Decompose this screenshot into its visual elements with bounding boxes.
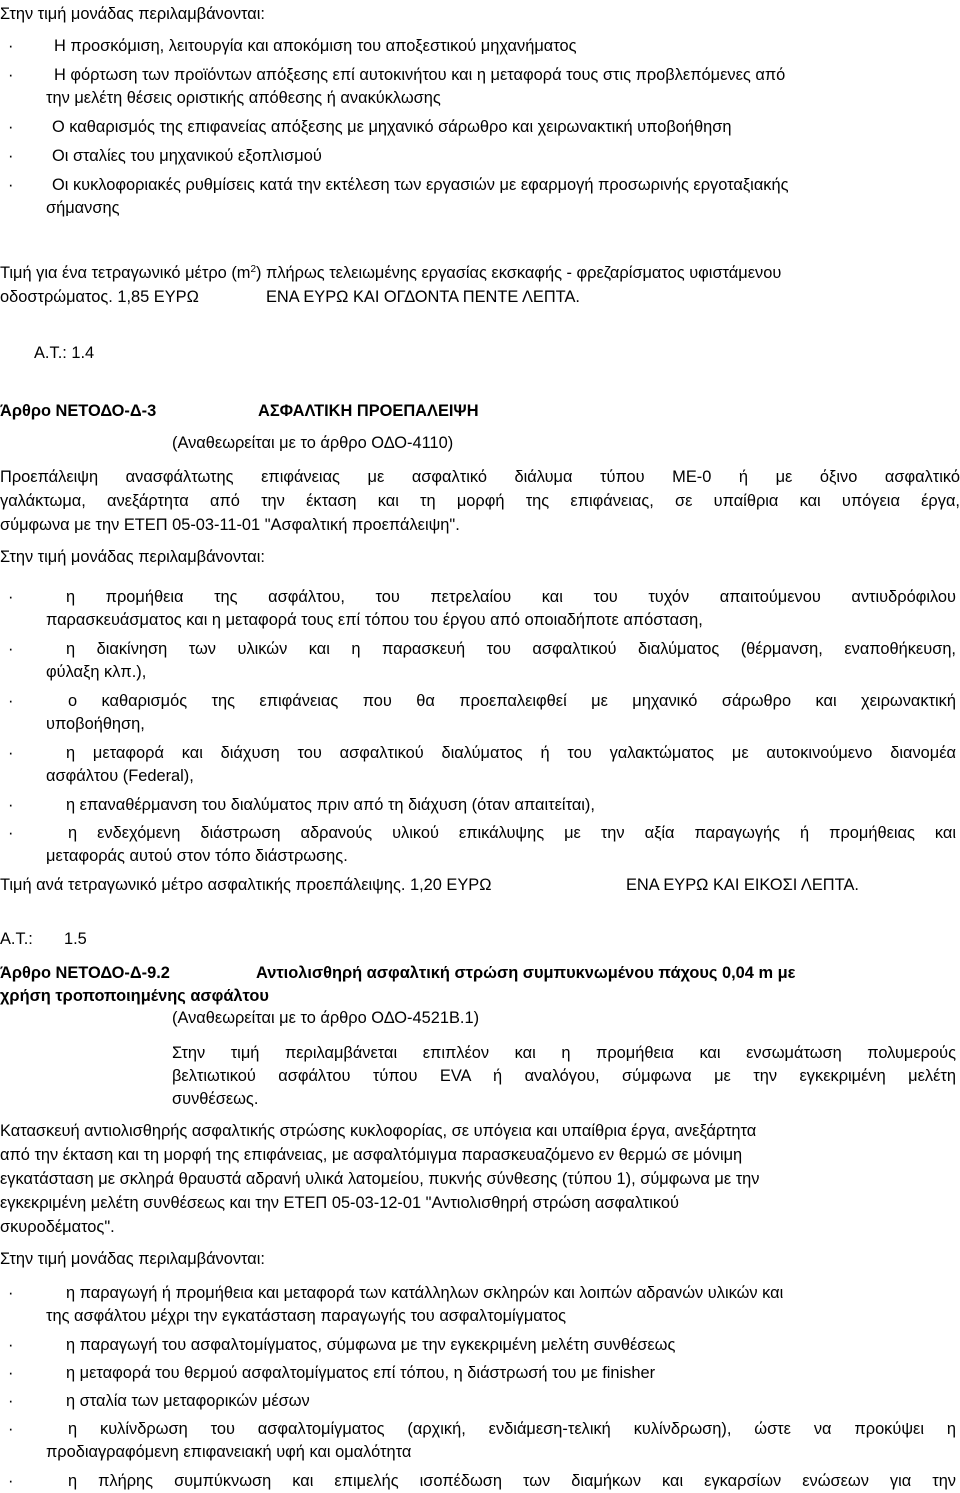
article-description-line: Κατασκευή αντιολισθηρής ασφαλτικής στρώσης κυκλοφορίας, σε υπόγεια και υπαίθρια έργα, ανεξάρτητα bbox=[0, 1122, 757, 1140]
bullet: · bbox=[8, 640, 14, 658]
list-item-continuation: παρασκευάσματος και η μεταφορά τους επί τόπου του έργου από οποιαδήποτε απόσταση, bbox=[46, 611, 703, 629]
bullet: · bbox=[8, 692, 14, 710]
list-item: Οι σταλίες του μηχανικού εξοπλισμού bbox=[52, 147, 322, 165]
unit-price-words: ΕΝΑ ΕΥΡΩ ΚΑΙ ΕΙΚΟΣΙ ΛΕΠΤΑ. bbox=[626, 876, 859, 894]
list-item: η κυλίνδρωση του ασφαλτομίγματος (αρχική, ενδιάμεση-τελική κυλίνδρωση), ώστε να προκύψει η bbox=[68, 1420, 956, 1438]
bullet: · bbox=[8, 824, 14, 842]
list-item: Η προσκόμιση, λειτουργία και αποκόμιση του αποξεστικού μηχανήματος bbox=[54, 37, 577, 55]
bullet: · bbox=[8, 744, 14, 762]
list-item: ο καθαρισμός της επιφάνειας που θα προεπαλειφθεί με μηχανικό σάρωθρο και χειρωνακτική bbox=[68, 692, 956, 710]
article-reference: (Αναθεωρείται με το άρθρο ΟΔΟ-4110) bbox=[172, 434, 454, 452]
article-code-value: 1.5 bbox=[64, 930, 87, 948]
list-item-continuation: την μελέτη θέσεις οριστικής απόθεσης ή ανακύκλωσης bbox=[46, 89, 441, 107]
bullet: · bbox=[8, 37, 14, 55]
bullet: · bbox=[8, 1392, 14, 1410]
article-description-line: σκυροδέματος". bbox=[0, 1218, 115, 1236]
article-description-line: εγκεκριμένη μελέτη συνθέσεως και την ΕΤΕΠ 05-03-12-01 "Αντιολισθηρή στρώση ασφαλτικού bbox=[0, 1194, 680, 1212]
article-description-line: εγκατάσταση με σκληρά θραυστά αδρανή υλικά λατομείου, πυκνής σύνθεσης (τύπου 1), σύμφωνα με την bbox=[0, 1170, 760, 1188]
article-number: Άρθρο ΝΕΤΟΔΟ-Δ-3 bbox=[0, 402, 157, 420]
list-item: η ενδεχόμενη διάστρωση αδρανούς υλικού επικάλυψης με την αξία παραγωγής ή προμήθειας και bbox=[68, 824, 956, 842]
list-item: η σταλία των μεταφορικών μέσων bbox=[66, 1392, 310, 1410]
list-item: Η φόρτωση των προϊόντων απόξεσης επί αυτοκινήτου και η μεταφορά τους στις προβλεπόμενες από bbox=[54, 66, 786, 84]
section-b-intro: Στην τιμή μονάδας περιλαμβάνονται: bbox=[0, 548, 265, 566]
list-item: η πλήρης συμπύκνωση και επιμελής ισοπέδωση των διαμήκων και εγκαρσίων ενώσεων για την bbox=[68, 1472, 956, 1490]
bullet: · bbox=[8, 176, 14, 194]
list-item-continuation: φύλαξη κλπ.), bbox=[46, 663, 147, 681]
article-description-line: Προεπάλειψη ανασφάλτωτης επιφάνειας με ασφαλτικό διάλυμα τύπου ΜΕ-0 ή με όξινο ασφαλτικό bbox=[0, 468, 960, 486]
list-item: η διακίνηση των υλικών και η παρασκευή του ασφαλτικού διαλύματος (θέρμανση, εναποθήκευση, bbox=[66, 640, 956, 658]
list-item-continuation: της ασφάλτου μέχρι την εγκατάσταση παραγωγής του ασφαλτομίγματος bbox=[46, 1307, 567, 1325]
bullet: · bbox=[8, 1472, 14, 1490]
list-item: η μεταφορά και διάχυση του ασφαλτικού διαλύματος ή του γαλακτώματος με αυτοκινούμενο διανομέα bbox=[66, 744, 956, 762]
article-title: Αντιολισθηρή ασφαλτική στρώση συμπυκνωμένου πάχους 0,04 m με bbox=[256, 964, 796, 982]
list-item: η προμήθεια της ασφάλτου, του πετρελαίου και του τυχόν απαιτούμενου αντιυδρόφιλου bbox=[66, 588, 956, 606]
list-item: Ο καθαρισμός της επιφανείας απόξεσης με μηχανικό σάρωθρο και χειρωνακτική υποβοήθηση bbox=[52, 118, 732, 136]
list-item-continuation: σήμανσης bbox=[46, 199, 120, 217]
bullet: · bbox=[8, 1420, 14, 1438]
list-item: η παραγωγή ή προμήθεια και μεταφορά των κατάλληλων σκληρών και λοιπών αδρανών υλικών και bbox=[66, 1284, 784, 1302]
list-item: η μεταφορά του θερμού ασφαλτομίγματος επί τόπου, η διάστρωσή του με finisher bbox=[66, 1364, 656, 1382]
article-description-line: γαλάκτωμα, ανεξάρτητα από την έκταση και τη μορφή της επιφάνειας, σε υπαίθρια και υπόγεια έργα, bbox=[0, 492, 960, 510]
bullet: · bbox=[8, 588, 14, 606]
article-note-line: συνθέσεως. bbox=[172, 1090, 259, 1108]
section-a-intro: Στην τιμή μονάδας περιλαμβάνονται: bbox=[0, 5, 265, 23]
article-reference: (Αναθεωρείται με το άρθρο ΟΔΟ-4521Β.1) bbox=[172, 1009, 480, 1027]
article-code: Α.Τ.: 1.4 bbox=[34, 344, 95, 362]
article-title-continuation: χρήση τροποποιημένης ασφάλτου bbox=[0, 987, 269, 1005]
list-item-continuation: ασφάλτου (Federal), bbox=[46, 767, 194, 785]
bullet: · bbox=[8, 1336, 14, 1354]
list-item-continuation: υποβοήθηση, bbox=[46, 715, 145, 733]
article-note-line: βελτιωτικού ασφάλτου τύπου EVA ή αναλόγου, σύμφωνα με την εγκεκριμένη μελέτη bbox=[172, 1067, 956, 1085]
list-item-continuation: μεταφοράς αυτού στον τόπο διάστρωσης. bbox=[46, 847, 348, 865]
article-description-line: από την έκταση και τη μορφή της επιφάνειας, με ασφαλτόμιγμα παρασκευαζόμενο εν θερμώ σε μόνιμη bbox=[0, 1146, 743, 1164]
unit-price-words: ΕΝΑ ΕΥΡΩ ΚΑΙ ΟΓΔΟΝΤΑ ΠΕΝΤΕ ΛΕΠΤΑ. bbox=[266, 288, 580, 306]
list-item-continuation: προδιαγραφόμενη επιφανειακή υφή και ομαλότητα bbox=[46, 1443, 412, 1461]
article-description-line: σύμφωνα με την ΕΤΕΠ 05-03-11-01 "Ασφαλτική προεπάλειψη". bbox=[0, 516, 460, 534]
list-item: η επαναθέρμανση του διαλύματος πριν από τη διάχυση (όταν απαιτείται), bbox=[66, 796, 595, 814]
article-code-label: Α.Τ.: bbox=[0, 930, 33, 948]
unit-price-text: Τιμή για ένα τετραγωνικό μέτρο $(m^2)$ πλήρως τελειωμένης εργασίας εκσκαφής - φρεζαρίσματος υφιστάμενου bbox=[0, 264, 782, 282]
article-number: Άρθρο ΝΕΤΟΔΟ-Δ-9.2 bbox=[0, 964, 170, 982]
list-item: η παραγωγή του ασφαλτομίγματος, σύμφωνα με την εγκεκριμένη μελέτη συνθέσεως bbox=[66, 1336, 676, 1354]
bullet: · bbox=[8, 147, 14, 165]
unit-price-amount: οδοστρώματος. 1,85 ΕΥΡΩ bbox=[0, 288, 199, 306]
section-c-intro: Στην τιμή μονάδας περιλαμβάνονται: bbox=[0, 1250, 265, 1268]
article-title: ΑΣΦΑΛΤΙΚΗ ΠΡΟΕΠΑΛΕΙΨΗ bbox=[258, 402, 479, 420]
bullet: · bbox=[8, 118, 14, 136]
bullet: · bbox=[8, 796, 14, 814]
bullet: · bbox=[8, 1364, 14, 1382]
article-note-line: Στην τιμή περιλαμβάνεται επιπλέον και η προμήθεια και ενσωμάτωση πολυμερούς bbox=[172, 1044, 956, 1062]
bullet: · bbox=[8, 1284, 14, 1302]
unit-price-amount: Τιμή ανά τετραγωνικό μέτρο ασφαλτικής προεπάλειψης. 1,20 ΕΥΡΩ bbox=[0, 876, 492, 894]
list-item: Οι κυκλοφοριακές ρυθμίσεις κατά την εκτέλεση των εργασιών με εφαρμογή προσωρινής εργοταξιακής bbox=[52, 176, 789, 194]
bullet: · bbox=[8, 66, 14, 84]
